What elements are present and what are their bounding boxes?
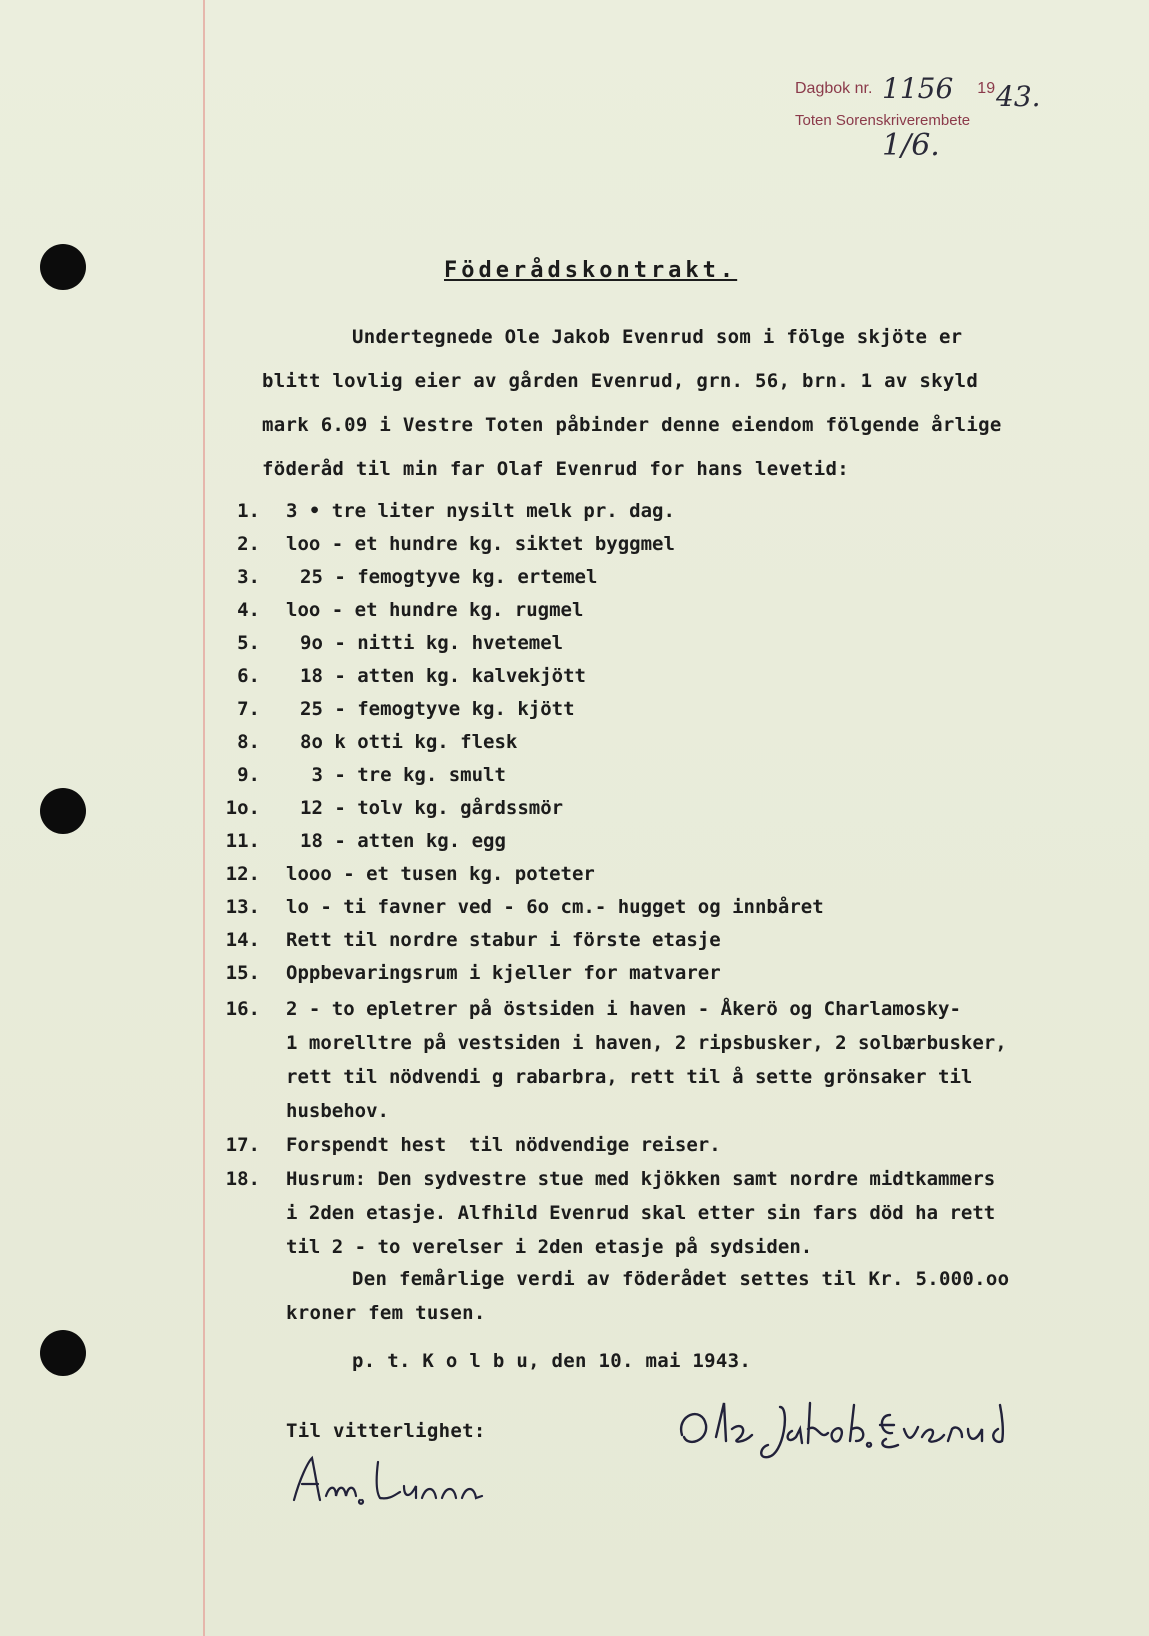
stamp-dagbok-label: Dagbok nr. <box>795 80 873 97</box>
item-text: 12 - tolv kg. gårdssmör <box>300 797 564 819</box>
item-number: 13. <box>225 896 260 918</box>
item-text: looo - et tusen kg. poteter <box>286 863 595 885</box>
value-line-1: Den femårlige verdi av föderådet settes til Kr. 5.000.oo <box>352 1268 1010 1290</box>
item-number: 5. <box>237 632 260 654</box>
item-text: til 2 - to verelser i 2den etasje på sydsiden. <box>286 1236 813 1258</box>
signature-scribble <box>672 1385 1052 1475</box>
item-number: 18. <box>225 1168 260 1190</box>
punch-hole-middle <box>40 788 86 834</box>
witness-signature-scribble <box>286 1448 526 1508</box>
stamp-century: 19 <box>977 80 996 97</box>
item-number: 17. <box>225 1134 260 1156</box>
punch-hole-top <box>40 244 86 290</box>
document-title: Föderådskontrakt. <box>444 258 738 283</box>
item-text: Oppbevaringsrum i kjeller for matvarer <box>286 962 721 984</box>
value-line-2: kroner fem tusen. <box>286 1302 486 1324</box>
item-text: loo - et hundre kg. rugmel <box>286 599 584 621</box>
item-number: 1. <box>237 500 260 522</box>
item-text: Forspendt hest til nödvendige reiser. <box>286 1134 721 1156</box>
punch-hole-bottom <box>40 1330 86 1376</box>
item-text: Rett til nordre stabur i förste etasje <box>286 929 721 951</box>
intro-line-2: blitt lovlig eier av gården Evenrud, grn. 56, brn. 1 av skyld <box>262 370 979 392</box>
item-text: 3 • tre liter nysilt melk pr. dag. <box>286 500 675 522</box>
item-text: 3 - tre kg. smult <box>300 764 506 786</box>
item-number: 16. <box>225 998 260 1020</box>
item-text: loo - et hundre kg. siktet byggmel <box>286 533 675 555</box>
item-text: 18 - atten kg. kalvekjött <box>300 665 586 687</box>
intro-line-4: föderåd til min far Olaf Evenrud for hans levetid: <box>262 458 849 480</box>
item-number: 3. <box>237 566 260 588</box>
margin-line <box>203 0 205 1636</box>
handwritten-date: 1/6. <box>882 128 940 163</box>
item-number: 7. <box>237 698 260 720</box>
intro-line-3: mark 6.09 i Vestre Toten påbinder denne eiendom fölgende årlige <box>262 414 1002 436</box>
item-number: 4. <box>237 599 260 621</box>
item-text: Husrum: Den sydvestre stue med kjökken samt nordre midtkammers <box>286 1168 996 1190</box>
item-number: 12. <box>225 863 260 885</box>
owner-signature <box>672 1385 1052 1475</box>
item-text: lo - ti favner ved - 6o cm.- hugget og innbåret <box>286 896 824 918</box>
item-text: 9o - nitti kg. hvetemel <box>300 632 564 654</box>
item-number: 6. <box>237 665 260 687</box>
item-number: 14. <box>225 929 260 951</box>
item-text: 25 - femogtyve kg. ertemel <box>300 566 598 588</box>
item-text: 18 - atten kg. egg <box>300 830 506 852</box>
item-text: 25 - femogtyve kg. kjött <box>300 698 575 720</box>
witness-label: Til vitterlighet: <box>286 1420 486 1442</box>
intro-line-1: Undertegnede Ole Jakob Evenrud som i fölge skjöte er <box>352 326 963 348</box>
item-text: rett til nödvendi g rabarbra, rett til å sette grönsaker til <box>286 1066 973 1088</box>
place-date: p. t. K o l b u, den 10. mai 1943. <box>352 1350 752 1372</box>
witness-signature <box>286 1448 526 1508</box>
item-text: i 2den etasje. Alfhild Evenrud skal etter sin fars död ha rett <box>286 1202 996 1224</box>
item-number: 1o. <box>225 797 260 819</box>
stamp-office: Toten Sorenskriverembete <box>795 112 971 129</box>
item-number: 15. <box>225 962 260 984</box>
handwritten-number: 1156 <box>882 72 954 105</box>
item-text: 2 - to epletrer på östsiden i haven - Åkerö og Charlamosky- <box>286 998 961 1020</box>
item-number: 8. <box>237 731 260 753</box>
item-number: 2. <box>237 533 260 555</box>
item-text: husbehov. <box>286 1100 389 1122</box>
item-number: 11. <box>225 830 260 852</box>
item-text: 8o k otti kg. flesk <box>300 731 518 753</box>
handwritten-year: 43. <box>996 80 1041 113</box>
item-text: 1 morelltre på vestsiden i haven, 2 ripsbusker, 2 solbærbusker, <box>286 1032 1007 1054</box>
item-number: 9. <box>237 764 260 786</box>
